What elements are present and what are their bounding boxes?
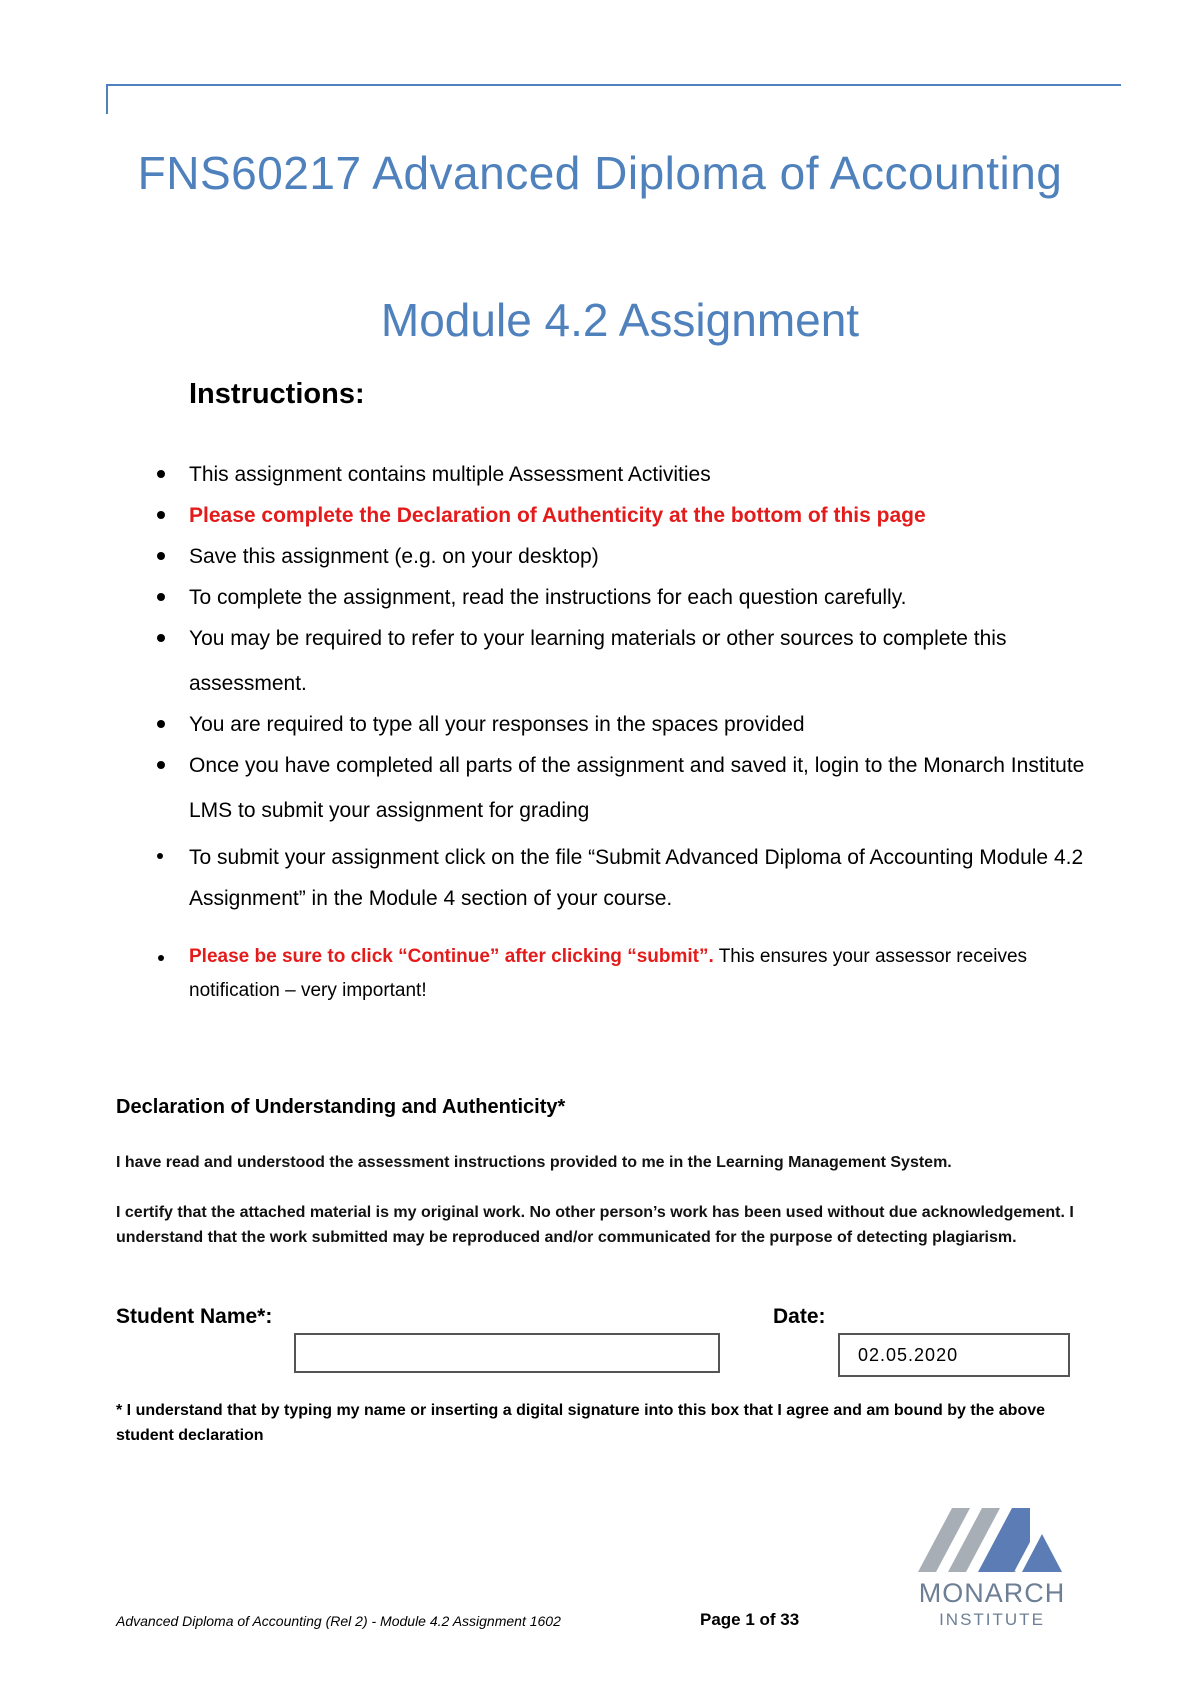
bullet-icon [157, 511, 165, 519]
list-item: Please be sure to click “Continue” after clicking “submit”. This ensures your assessor receives notification – very important! [189, 940, 1119, 1008]
page-frame-left-rule [106, 84, 108, 114]
page-frame-top-rule [106, 84, 1121, 86]
list-item: To submit your assignment click on the file “Submit Advanced Diploma of Accounting Module 4.2 Assignment” in the Module 4 section of your course. [189, 837, 1119, 919]
declaration-heading: Declaration of Understanding and Authenticity* [116, 1096, 566, 1118]
declaration-footnote: * I understand that by typing my name or inserting a digital signature into this box that I agree and am bound by the above student declaration [116, 1402, 1046, 1444]
bullet-icon [157, 853, 163, 859]
list-item: To complete the assignment, read the instructions for each question carefully. [189, 575, 1119, 620]
declaration-paragraph-2: I certify that the attached material is my original work. No other person’s work has been used without due acknowledgement. I understand that the work submitted may be reproduced and/or communicated for the purpose of detecting plagiarism. [116, 1204, 1074, 1246]
bullet-icon [157, 634, 165, 642]
footer-document-reference: Advanced Diploma of Accounting (Rel 2) - Module 4.2 Assignment 1602 [116, 1613, 561, 1629]
list-item: Please complete the Declaration of Authenticity at the bottom of this page [189, 493, 1119, 538]
document-title: FNS60217 Advanced Diploma of Accounting [137, 147, 1063, 199]
monarch-logo-icon [918, 1500, 1066, 1590]
bullet-icon [158, 955, 164, 961]
list-item: You are required to type all your responses in the spaces provided [189, 702, 1119, 747]
bullet-icon [157, 761, 165, 769]
student-name-label: Student Name*: [116, 1305, 273, 1328]
bullet-icon [157, 593, 165, 601]
student-name-field[interactable] [294, 1333, 720, 1373]
list-item: Once you have completed all parts of the assignment and saved it, login to the Monarch Institute LMS to submit your assignment for grading [189, 743, 1119, 833]
logo-wordmark: MONARCH [918, 1578, 1066, 1608]
document-subtitle: Module 4.2 Assignment [380, 294, 860, 346]
list-item: You may be required to refer to your learning materials or other sources to complete this assessment. [189, 616, 1119, 706]
declaration-paragraph-1: I have read and understood the assessment instructions provided to me in the Learning Management System. [116, 1154, 952, 1171]
date-label: Date: [773, 1305, 826, 1328]
bullet-icon [157, 720, 165, 728]
bullet-icon [157, 470, 165, 478]
bullet-icon [157, 552, 165, 560]
list-item: Save this assignment (e.g. on your desktop) [189, 534, 1119, 579]
footer-page-number: Page 1 of 33 [700, 1610, 800, 1629]
logo-subtitle: INSTITUTE [939, 1610, 1045, 1629]
list-item: This assignment contains multiple Assessment Activities [189, 452, 1119, 497]
date-field[interactable]: 02.05.2020 [838, 1333, 1070, 1377]
instructions-heading: Instructions: [189, 378, 365, 410]
